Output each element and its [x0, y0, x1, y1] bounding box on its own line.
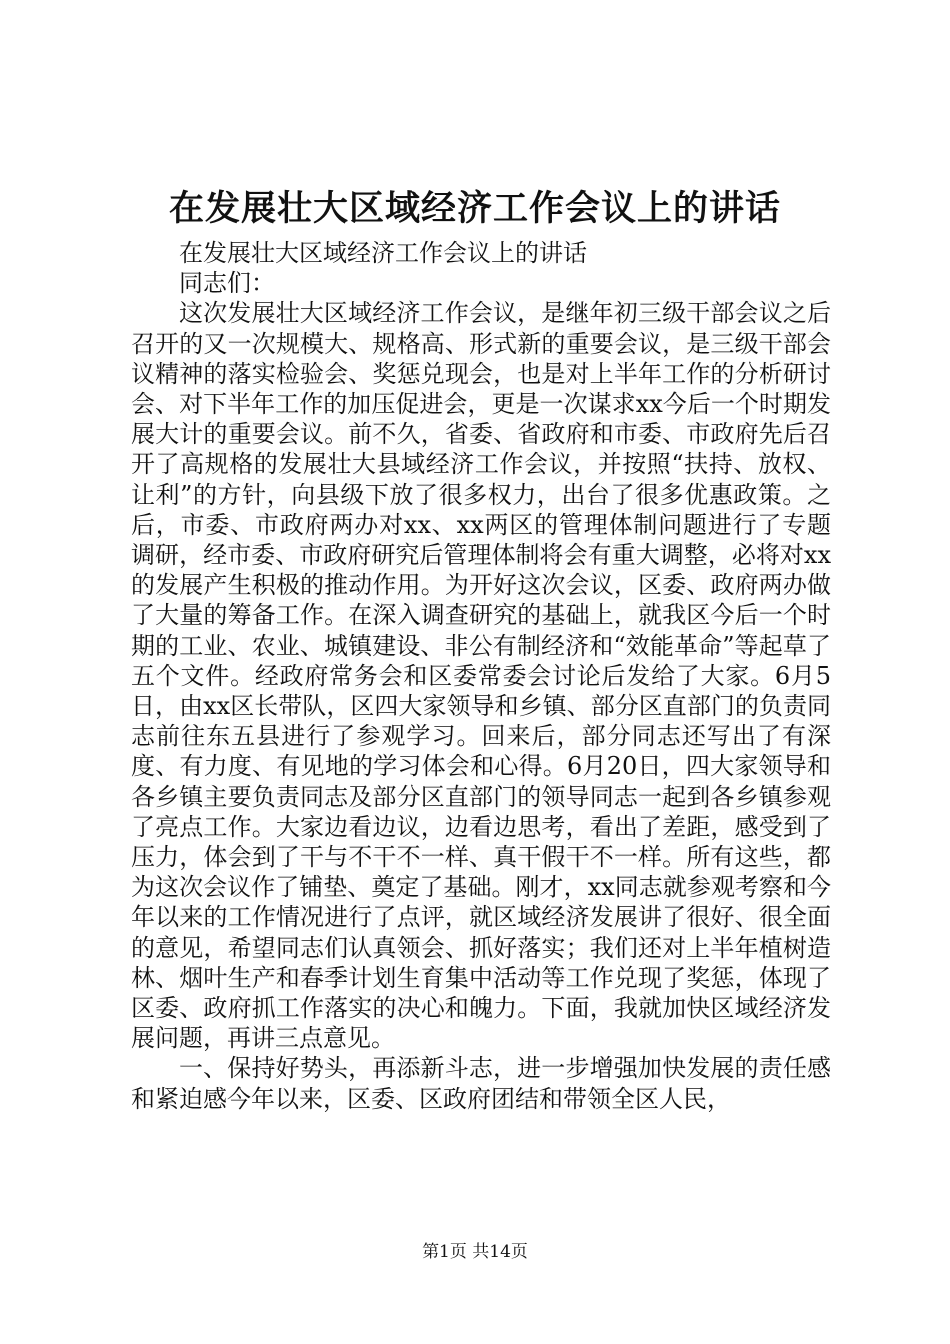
document-subtitle: 在发展壮大区域经济工作会议上的讲话 [179, 239, 587, 267]
document-body [131, 238, 831, 1114]
paragraph-1: 这次发展壮大区域经济工作会议，是继年初三级干部会议之后召开的又一次规模大、规格高、形式新的重要会议，是三级干部会议精神的落实检验会、奖惩兑现会，也是对上半年工作的分析研讨会、对下半年工作的加压促进会，更是一次谋求xx今后一个时期发展大计的重要会议。前不久，省委、省政府和市委、市政府先后召开了高规格的发展壮大县域经济工作会议，并按照“扶持、放权、让利”的方针，向县级下放了很多权力，出台了很多优惠政策。之后，市委、市政府两办对xx、xx两区的管理体制问题进行了专题调研，经市委、市政府研究后管理体制将会有重大调整，必将对xx的发展产生积极的推动作用。为开好这次会议，区委、政府两办做了大量的筹备工作。在深入调查研究的基础上，就我区今后一个时期的工业、农业、城镇建设、非公有制经济和“效能革命”等起草了五个文件。经政府常务会和区委常委会讨论后发给了大家。6月5日，由xx区长带队，区四大家领导和乡镇、部分区直部门的负责同志前往东五县进行了参观学习。回来后，部分同志还写出了有深度、有力度、有见地的学习体会和心得。6月20日，四大家领导和各乡镇主要负责同志及部分区直部门的领导同志一起到各乡镇参观了亮点工作。大家边看边议，边看边思考，看出了差距，感受到了压力，体会到了干与不干不一样、真干假干不一样。所有这些，都为这次会议作了铺垫、奠定了基础。刚才，xx同志就参观考察和今年以来的工作情况进行了点评，就区域经济发展讲了很好、很全面的意见，希望同志们认真领会、抓好落实；我们还对上半年植树造林、烟叶生产和春季计划生育集中活动等工作兑现了奖惩，体现了区委、政府抓工作落实的决心和魄力。下面，我就加快区域经济发展问题，再讲三点意见。 [131, 299, 831, 1053]
page-footer: 第1页 共14页 [422, 1242, 528, 1262]
document-title: 在发展壮大区域经济工作会议上的讲话 [168, 188, 781, 229]
salutation: 同志们： [179, 269, 275, 298]
paragraph-2: 一、保持好势头，再添新斗志，进一步增强加快发展的责任感和紧迫感今年以来，区委、区政府团结和带领全区人民， [131, 1054, 831, 1113]
